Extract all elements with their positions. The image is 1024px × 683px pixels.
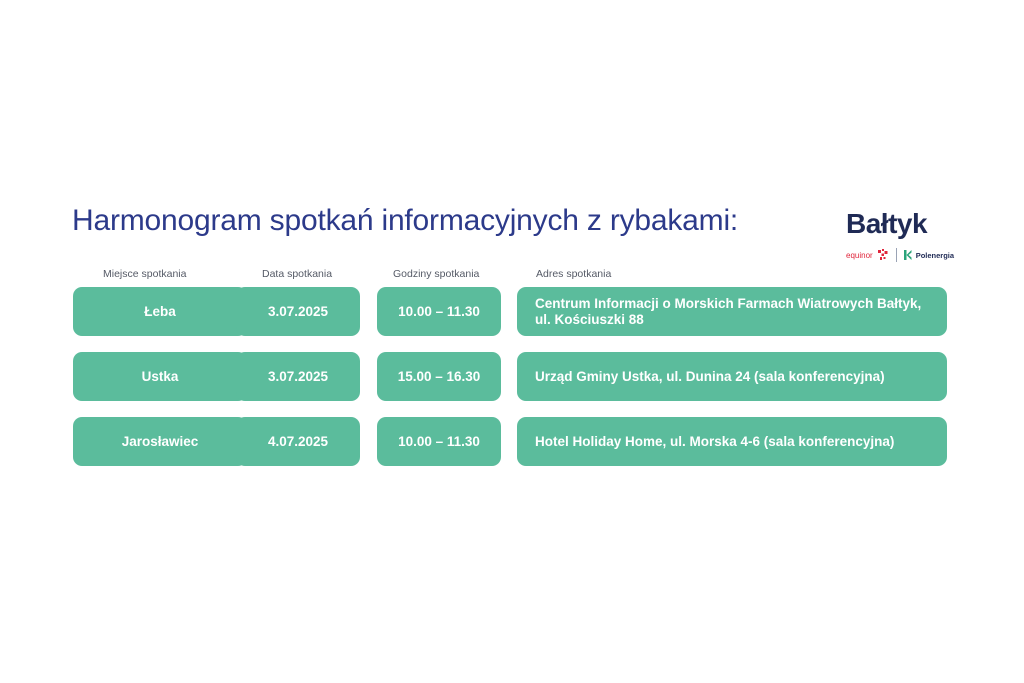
row-3-hours: 10.00 – 11.30: [377, 417, 501, 466]
equinor-text: equinor: [846, 250, 873, 260]
row-1-place: Łeba: [73, 287, 247, 336]
column-header-place: Miejsce spotkania: [103, 268, 187, 280]
row-2-hours: 15.00 – 16.30: [377, 352, 501, 401]
column-header-hours: Godziny spotkania: [393, 268, 480, 280]
row-1-address: [517, 287, 947, 336]
polenergia-icon: [904, 250, 912, 260]
row-3-date: 4.07.2025: [236, 417, 360, 466]
row-1-hours: 10.00 – 11.30: [377, 287, 501, 336]
logo-divider: [896, 248, 897, 262]
row-1-address-line-1: Centrum Informacji o Morskich Farmach Wiatrowych Bałtyk,: [535, 295, 922, 311]
row-3-address: Hotel Holiday Home, ul. Morska 4-6 (sala konferencyjna): [517, 417, 947, 466]
page-title: Harmonogram spotkań informacyjnych z rybakami:: [72, 204, 739, 237]
row-1-address-line-2: ul. Kościuszki 88: [535, 311, 644, 327]
baltyk-logo: [838, 208, 958, 264]
polenergia-text: Polenergia: [915, 250, 955, 260]
row-2-date: 3.07.2025: [236, 352, 360, 401]
logo-partners: [846, 248, 954, 262]
column-header-date: Data spotkania: [262, 268, 333, 280]
row-2-address: Urząd Gminy Ustka, ul. Dunina 24 (sala konferencyjna): [517, 352, 947, 401]
row-1-date: 3.07.2025: [236, 287, 360, 336]
equinor-icon: [877, 249, 889, 261]
row-2-place: Ustka: [73, 352, 247, 401]
column-header-address: Adres spotkania: [536, 268, 612, 280]
row-3-place: Jarosławiec: [73, 417, 247, 466]
logo-brand-text: Bałtyk: [846, 208, 928, 239]
